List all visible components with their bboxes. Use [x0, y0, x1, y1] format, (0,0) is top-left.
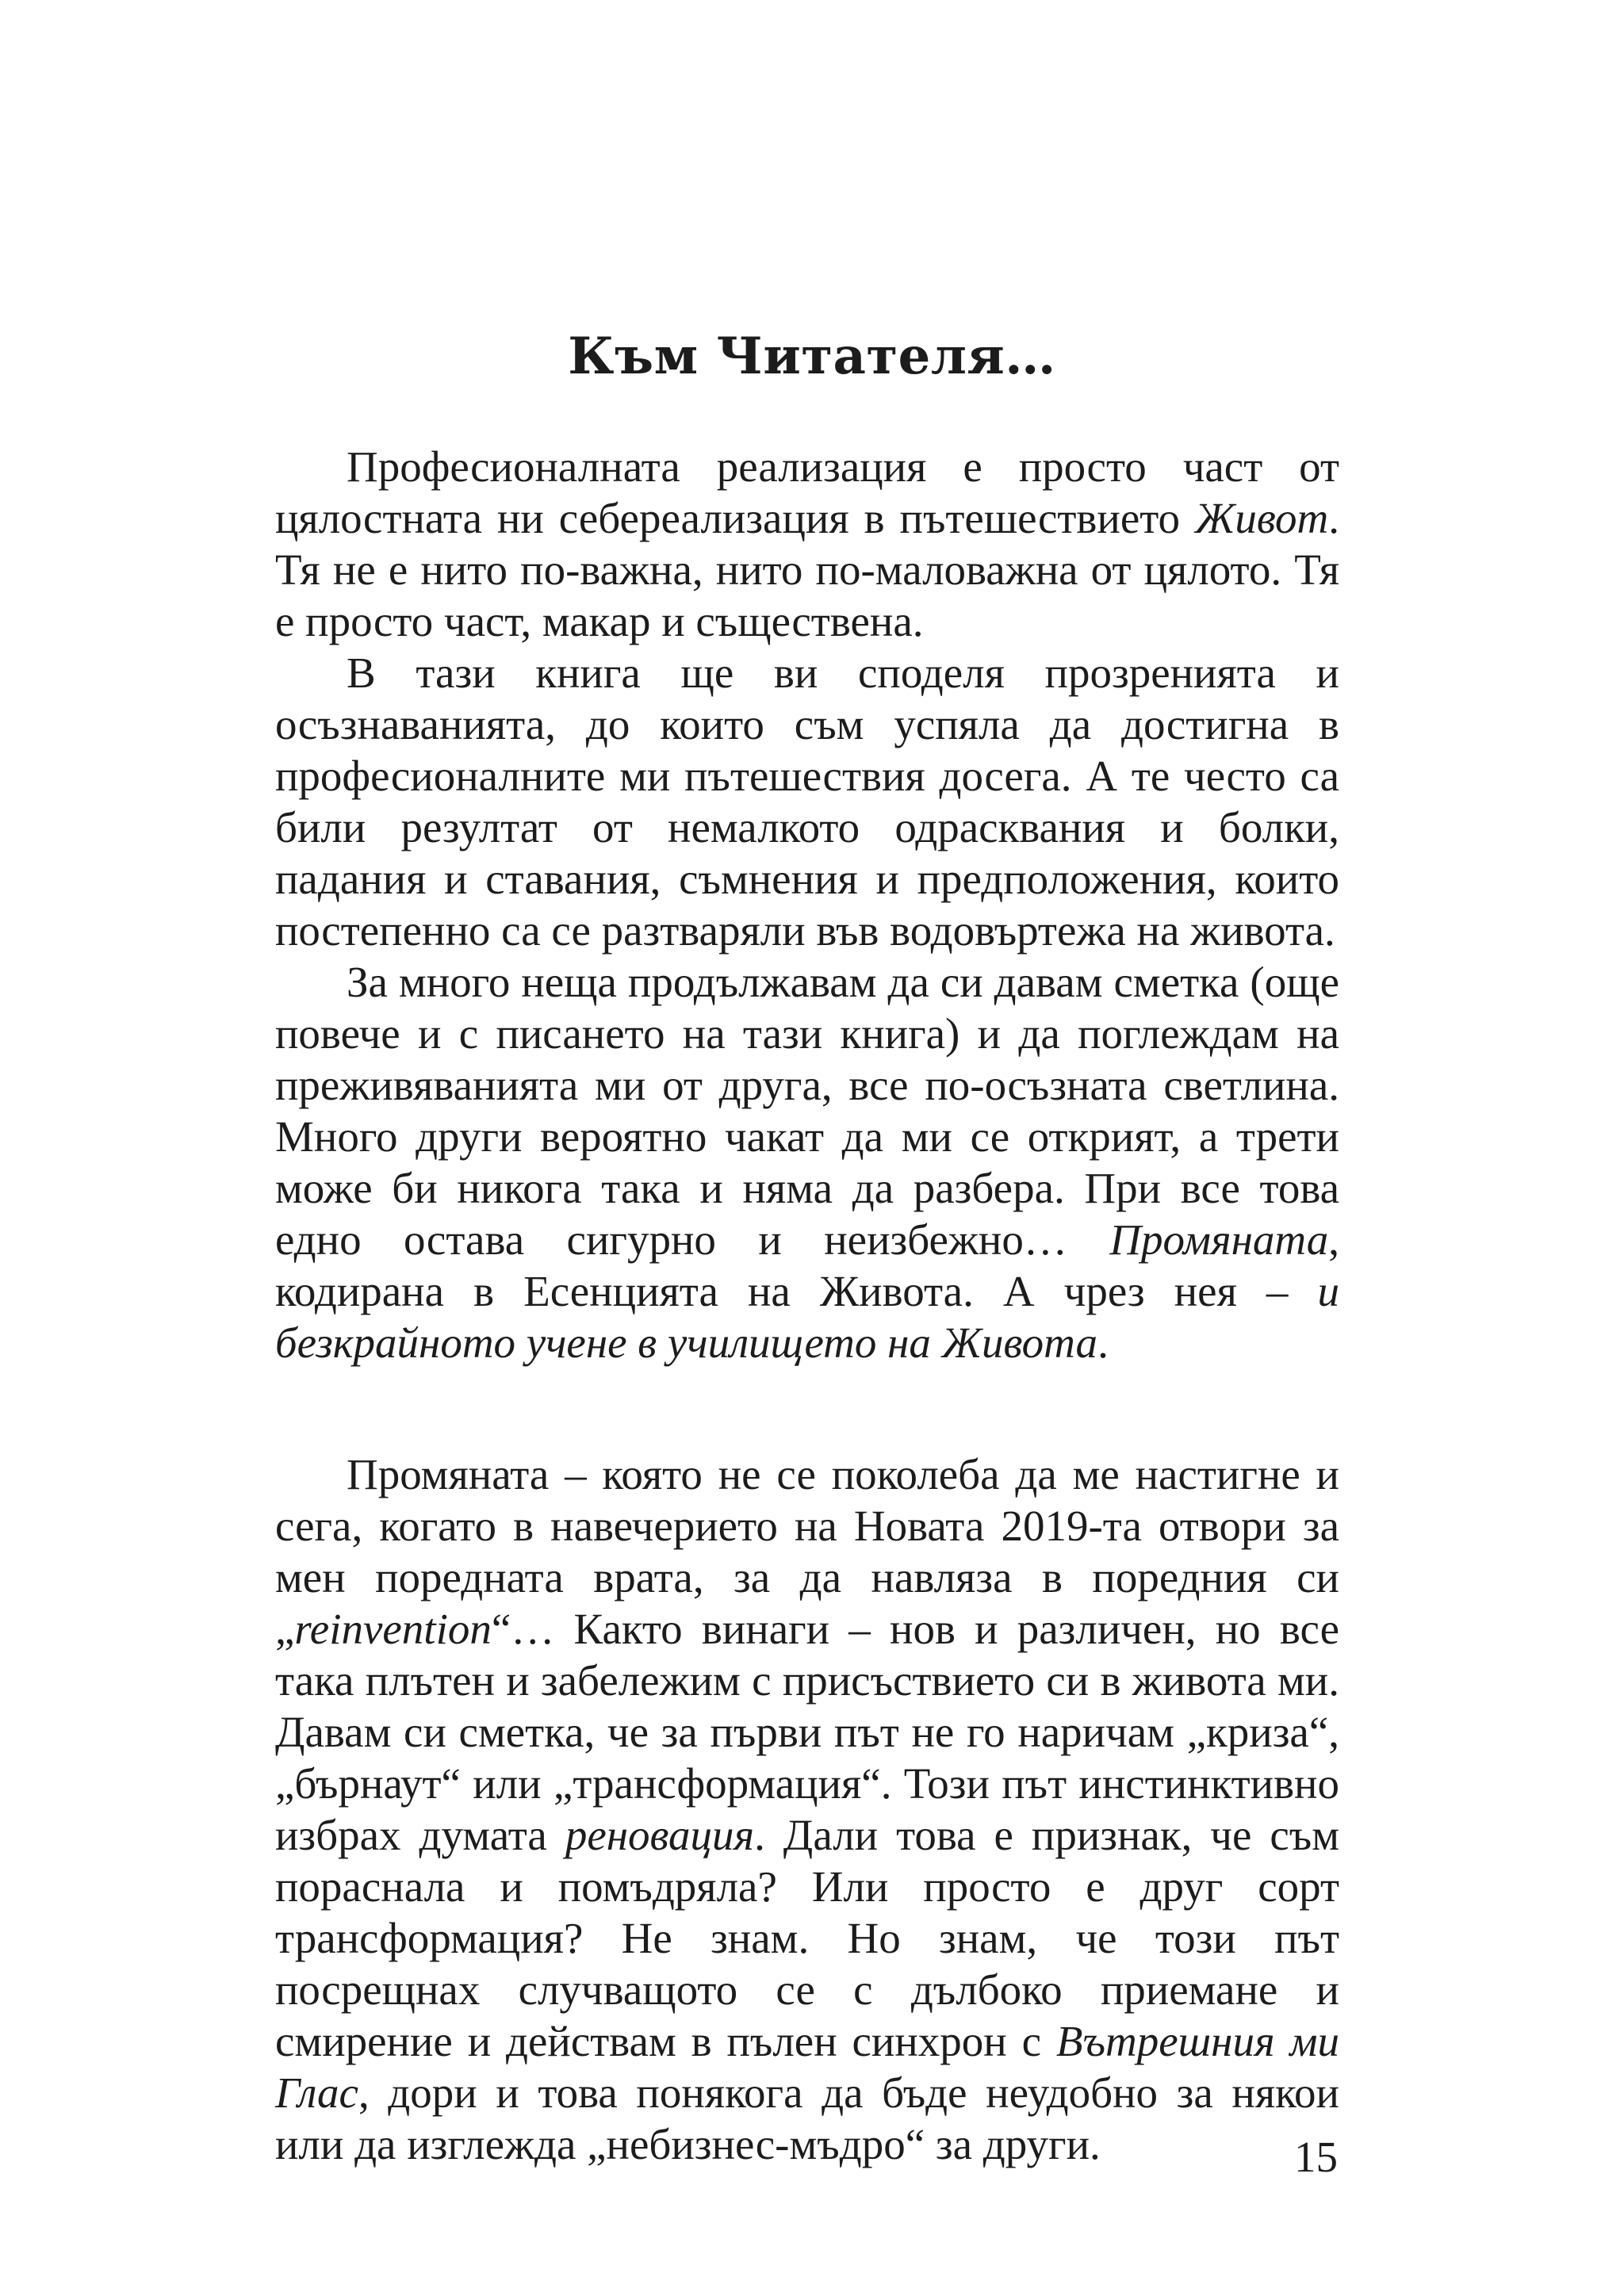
text-run: , дори и това понякога да бъде неудобно за някои или да изглежда „небизнес-мъдро“ за други. — [275, 2068, 1339, 2168]
text-run: Промяната – която не се поколеба да ме настигне и сега, когато в навечерието на Новата 2019-та отвори за мен поредната врата, за да навляза в поредния си „ — [275, 1450, 1339, 1653]
text-run: В тази книга ще ви споделя прозренията и осъзнаванията, до които съм успяла да достигна в професионалните ми пътешествия досега. А те често са били резултат от немалкото одрасквания и болки, падания и ставания, съмнения и предположения, които постепенно са се разтваряли във водовъртежа на живота. — [275, 649, 1339, 955]
body-paragraph — [275, 1448, 1339, 2170]
text-run: . Дали това е признак, че съм пораснала и помъдряла? Или просто е друг сорт трансформация? Не знам. Но знам, че този път посрещнах случващото се с дълбоко приемане и смирение и действам в пълен синхрон с — [275, 1811, 1339, 2065]
page-title: Към Читателя… — [568, 327, 1056, 386]
italic-run: Вътрешния ми Глас — [275, 2017, 1339, 2117]
body-paragraph — [275, 647, 1339, 956]
italic-run: Живот — [1195, 494, 1329, 542]
text-run: . Тя не е нито по-важна, нито по-маловажна от цялото. Тя е просто част, макар и съществена. — [275, 494, 1339, 645]
italic-run: и безкрайното учене в училището на Живота — [275, 1267, 1339, 1367]
italic-run: Промяната — [1109, 1215, 1329, 1264]
body-text — [275, 441, 1339, 2170]
body-paragraph — [275, 441, 1339, 647]
text-run: . — [1097, 1318, 1109, 1367]
text-run: За много неща продължавам да си давам сметка (още повече и с писането на тази книга) и да поглеждам на преживяванията ми от друга, все по-осъзната светлина. Много други вероятно чакат да ми се открият, а трети може би никога така и няма да разбера. При все това едно остава сигурно и неизбежно… — [275, 958, 1339, 1264]
italic-run: реновация — [565, 1811, 755, 1859]
text-run: Професионалната реализация е просто част от цялостната ни себереализация в пътешествието — [275, 442, 1339, 542]
text-run: , кодирана в Есенцията на Живота. А чрез нея – — [275, 1215, 1339, 1315]
paragraph-gap — [275, 1368, 1339, 1448]
text-run: “… Както винаги – нов и различен, но все така плътен и забележим с присъствието си в живота ми. Давам си сметка, че за първи път не го наричам „криза“, „бърнаут“ или „трансформация“. Този път инстинктивно избрах думата — [275, 1605, 1339, 1859]
page-number: 15 — [1294, 2133, 1338, 2181]
italic-run: reinvention — [294, 1605, 492, 1653]
body-paragraph — [275, 956, 1339, 1368]
